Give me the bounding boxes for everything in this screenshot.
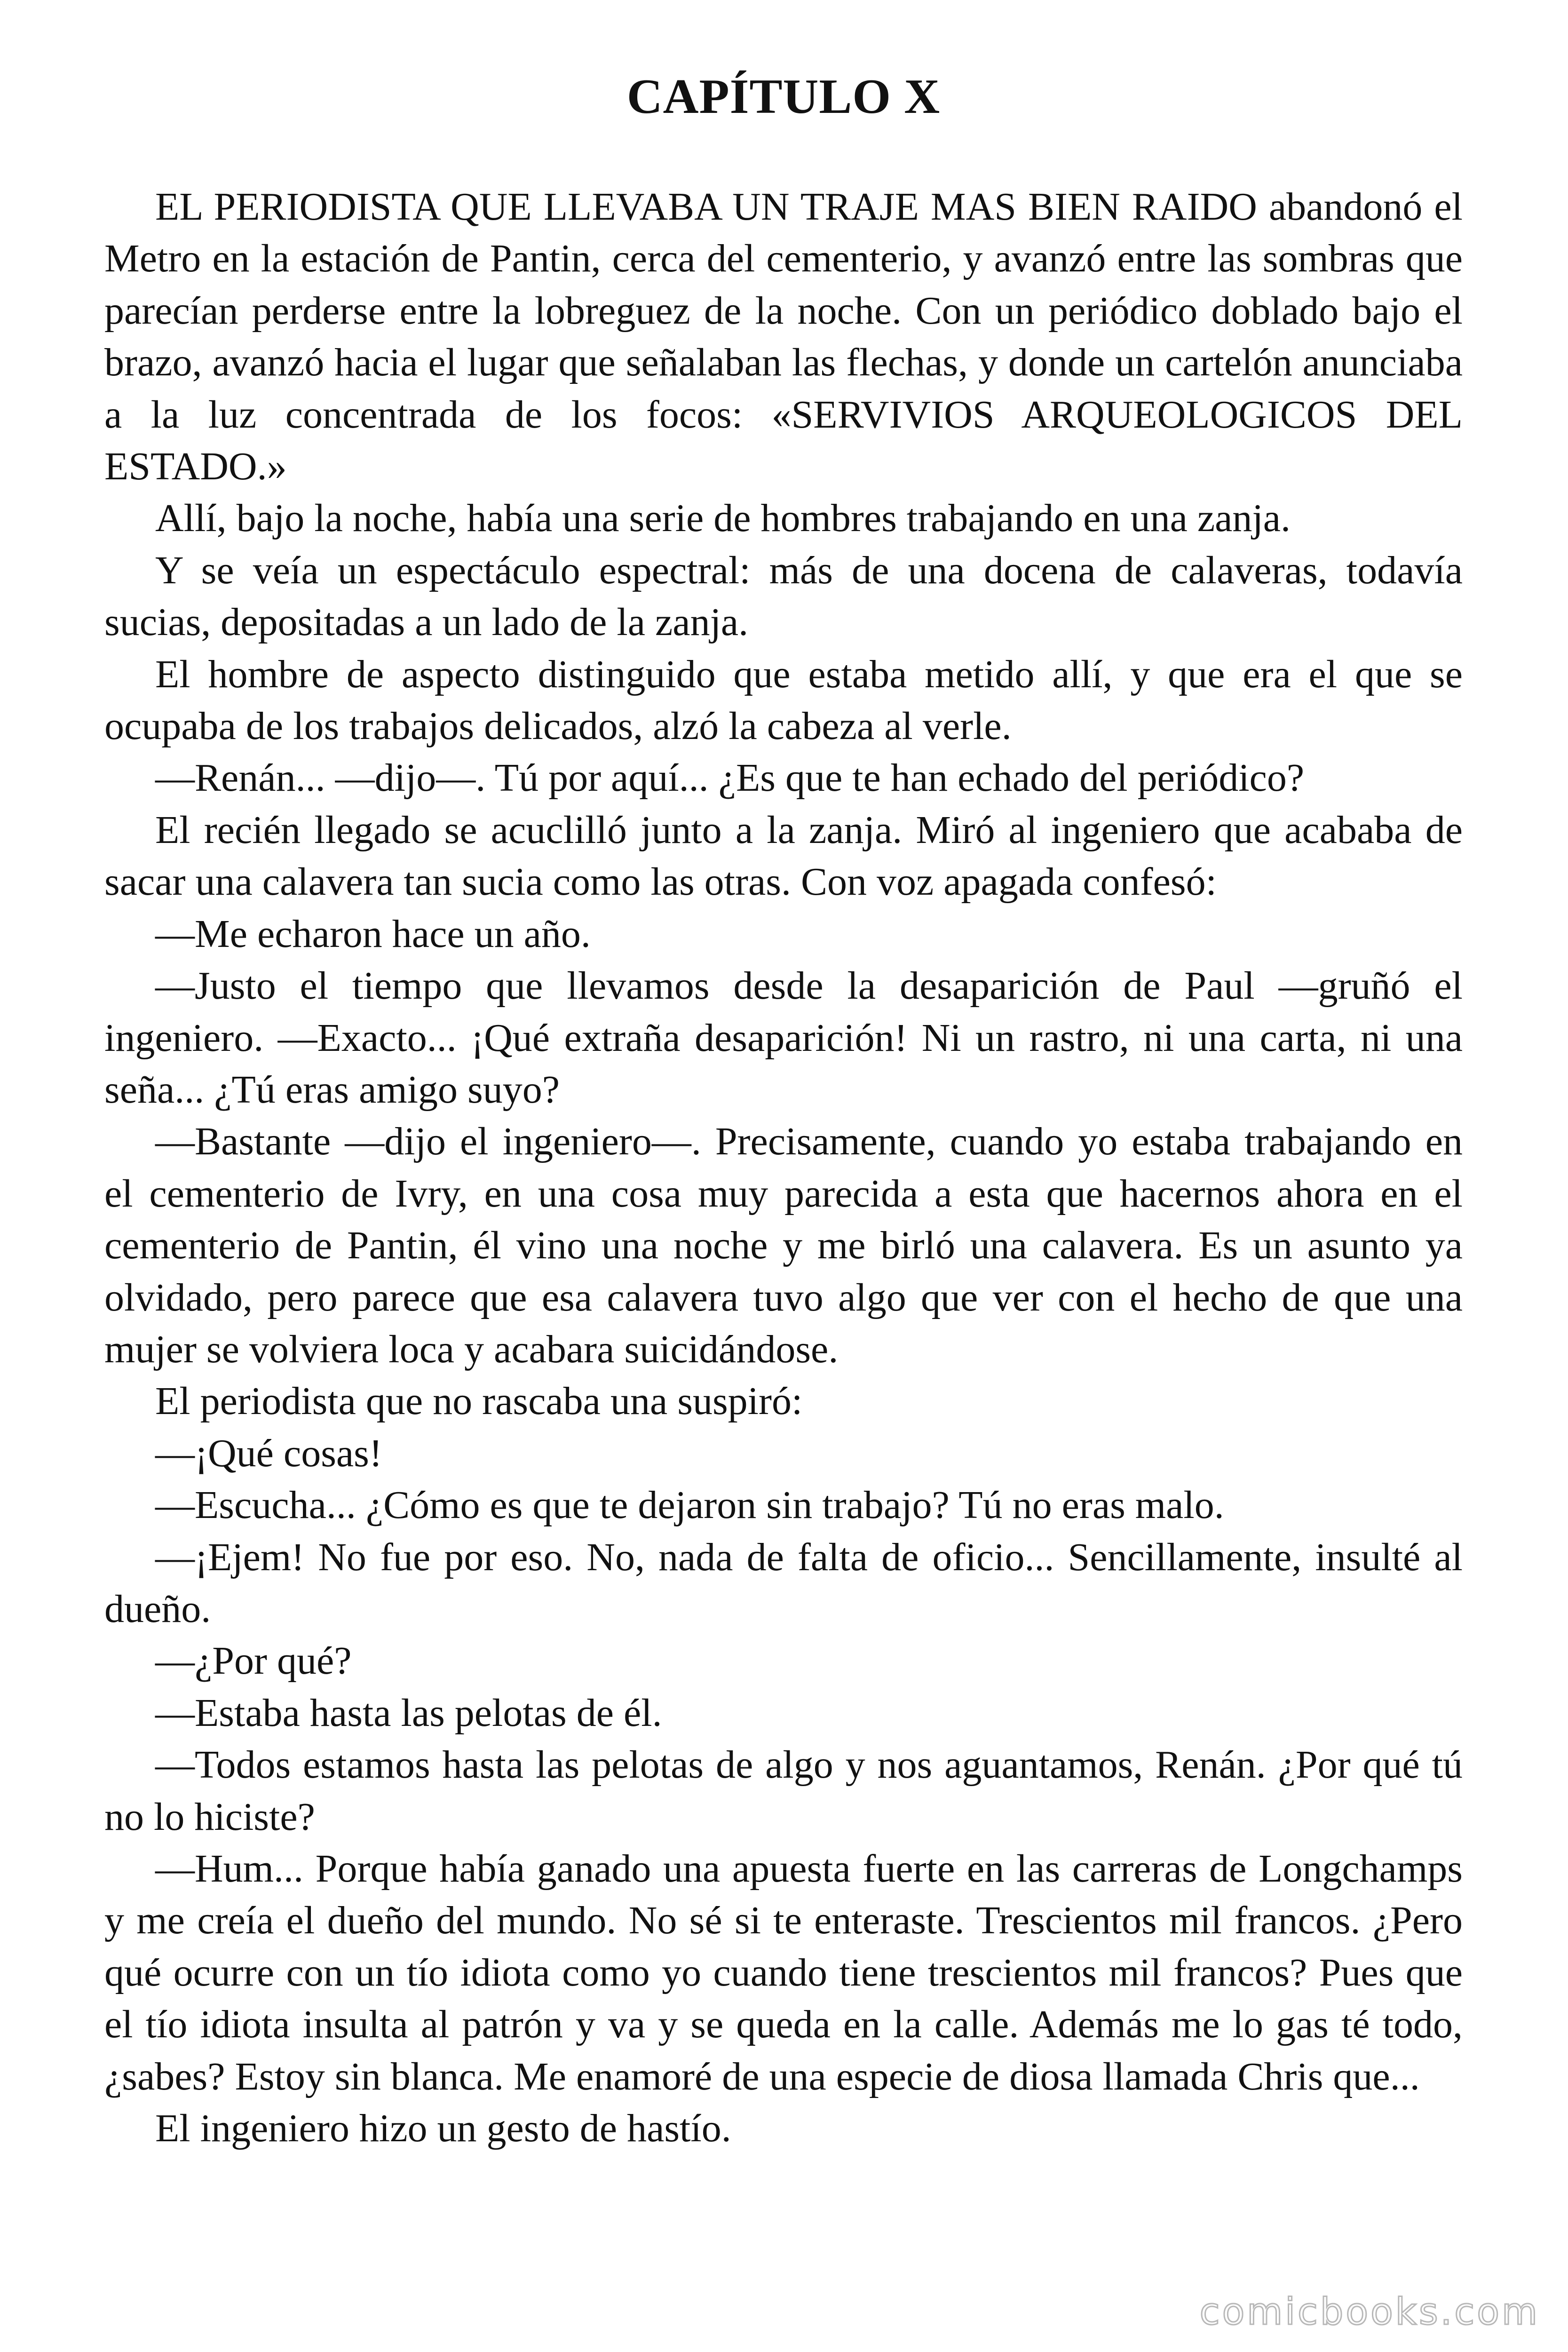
watermark: comicbooks.com xyxy=(1199,2291,1540,2333)
paragraph: —Justo el tiempo que llevamos desde la desaparición de Paul —gruñó el ingeniero. —Exacto... ¡Qué extraña desaparición! Ni un rastro, ni una carta, ni una seña... ¿Tú eras amigo suyo? xyxy=(104,964,1463,1112)
paragraph: —Hum... Porque había ganado una apuesta fuerte en las carreras de Longchamps y me creía el dueño del mundo. No sé si te enteraste. Trescientos mil francos. ¿Pero qué ocurre con un tío idiota como yo cuando tiene trescientos mil francos? Pues que el tío idiota insulta al patrón y va y se queda en la calle. Además me lo gas té todo, ¿sabes? Estoy sin blanca. Me enamoré de una especie de diosa llamada Chris que... xyxy=(104,1847,1463,2098)
paragraph: El hombre de aspecto distinguido que estaba metido allí, y que era el que se ocupaba de los trabajos delicados, alzó la cabeza al verle. xyxy=(104,652,1463,748)
paragraph: —¡Qué cosas! xyxy=(155,1431,382,1475)
paragraph: Allí, bajo la noche, había una serie de hombres trabajando en una zanja. xyxy=(155,496,1291,540)
paragraph: —Me echaron hace un año. xyxy=(155,912,591,956)
paragraph: —Estaba hasta las pelotas de él. xyxy=(155,1691,662,1735)
paragraph: —¡Ejem! No fue por eso. No, nada de falta de oficio... Sencillamente, insulté al dueño. xyxy=(104,1535,1463,1631)
paragraph: —Todos estamos hasta las pelotas de algo y nos aguantamos, Renán. ¿Por qué tú no lo hiciste? xyxy=(104,1743,1463,1839)
chapter-title: CAPÍTULO X xyxy=(626,69,941,124)
paragraph: EL PERIODISTA QUE LLEVABA UN TRAJE MAS BIEN RAIDO abandonó el Metro en la estación de Pantin, cerca del cementerio, y avanzó entre las sombras que parecían perderse entre la lobreguez de la noche. Con un periódico doblado bajo el brazo, avanzó hacia el lugar que señalaban las flechas, y donde un cartelón anunciaba a la luz concentrada de los focos: «SERVIVIOS ARQUEOLOGICOS DEL ESTADO.» xyxy=(104,185,1463,489)
paragraph: —Bastante —dijo el ingeniero—. Precisamente, cuando yo estaba trabajando en el cementerio de Ivry, en una cosa muy parecida a esta que hacernos ahora en el cementerio de Pantin, él vino una noche y me birló una calavera. Es un asunto ya olvidado, pero parece que esa calavera tuvo algo que ver con el hecho de que una mujer se volviera loca y acabara suicidándose. xyxy=(104,1120,1463,1371)
paragraph: El ingeniero hizo un gesto de hastío. xyxy=(155,2106,731,2151)
paragraph: —Escucha... ¿Cómo es que te dejaron sin trabajo? Tú no eras malo. xyxy=(155,1483,1224,1527)
paragraph: El periodista que no rascaba una suspiró: xyxy=(155,1379,803,1423)
chapter-body xyxy=(104,181,1463,2154)
paragraph: Y se veía un espectáculo espectral: más de una docena de calaveras, todavía sucias, depositadas a un lado de la zanja. xyxy=(104,548,1463,644)
paragraph: —¿Por qué? xyxy=(155,1639,352,1683)
paragraph: —Renán... —dijo—. Tú por aquí... ¿Es que te han echado del periódico? xyxy=(155,756,1305,800)
book-page xyxy=(104,0,1463,2352)
paragraph: El recién llegado se acuclilló junto a la zanja. Miró al ingeniero que acababa de sacar una calavera tan sucia como las otras. Con voz apagada confesó: xyxy=(104,808,1463,904)
